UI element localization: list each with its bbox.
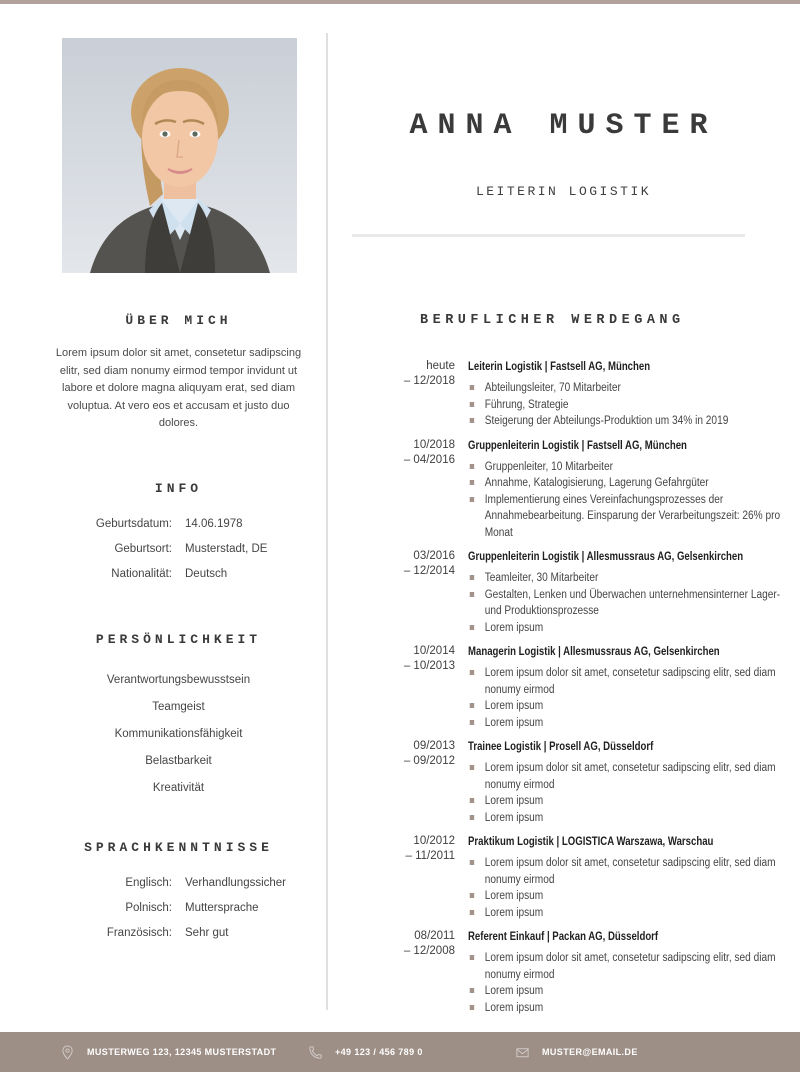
sidebar bbox=[50, 313, 307, 951]
about-text: Lorem ipsum dolor sit amet, consetetur sadipscing elitr, sed diam nonumy eirmod tempor invidunt ut labore et dolore magna aliquyam erat, sed diam voluptua. At vero eos et accusam et justo duo dolores. bbox=[55, 347, 302, 429]
square-bullet-icon bbox=[470, 955, 474, 960]
entry-dates bbox=[327, 834, 455, 921]
phone-icon bbox=[308, 1045, 323, 1060]
bullet-text: Lorem ipsum dolor sit amet, consetetur sadipscing elitr, sed diam nonumy eirmod bbox=[484, 667, 776, 696]
entry-bullets bbox=[468, 665, 780, 731]
info-row bbox=[50, 542, 307, 557]
bullet-item bbox=[468, 413, 780, 430]
entry-date-end: heute bbox=[426, 360, 455, 372]
bullet-item bbox=[468, 855, 780, 888]
entry-bullets bbox=[468, 459, 780, 542]
language-row bbox=[50, 926, 307, 941]
bullet-text: Annahme, Katalogisierung, Lagerung Gefahrgüter bbox=[484, 477, 709, 489]
language-label: Polnisch: bbox=[125, 901, 172, 914]
personality-item: Verantwortungsbewusstsein bbox=[106, 673, 251, 686]
person-name: ANNA MUSTER bbox=[409, 109, 718, 143]
square-bullet-icon bbox=[470, 497, 474, 502]
personality-item: Teamgeist bbox=[152, 700, 205, 713]
entry-date-start: – 09/2012 bbox=[403, 755, 455, 767]
footer-address bbox=[60, 1032, 286, 1072]
header bbox=[327, 0, 800, 237]
bullet-item bbox=[468, 905, 780, 922]
footer-address-text: MUSTERWEG 123, 12345 MUSTERSTADT bbox=[87, 1046, 277, 1058]
info-section bbox=[50, 481, 307, 582]
language-label: Französisch: bbox=[106, 926, 172, 939]
bullet-item bbox=[468, 760, 780, 793]
info-value: Musterstadt, DE bbox=[185, 542, 268, 555]
entry-body bbox=[468, 834, 798, 921]
info-label: Geburtsdatum: bbox=[95, 517, 172, 530]
footer-email bbox=[515, 1032, 643, 1072]
language-row bbox=[50, 901, 307, 916]
info-list bbox=[50, 517, 307, 582]
bullet-text: Lorem ipsum bbox=[484, 890, 544, 902]
bullet-text: Abteilungsleiter, 70 Mitarbeiter bbox=[484, 382, 621, 394]
entry-date-end: 10/2018 bbox=[413, 438, 455, 451]
career-entry bbox=[327, 644, 800, 731]
footer-phone-text: +49 123 / 456 789 0 bbox=[335, 1046, 423, 1058]
square-bullet-icon bbox=[470, 988, 474, 993]
personality-item: Kreativität bbox=[152, 781, 205, 794]
career-entry bbox=[327, 359, 800, 430]
entry-title: Managerin Logistik | Allesmussraus AG, Gelsenkirchen bbox=[468, 644, 720, 658]
envelope-icon bbox=[515, 1045, 530, 1060]
bullet-item bbox=[468, 698, 780, 715]
square-bullet-icon bbox=[470, 575, 474, 580]
personality-section bbox=[50, 632, 307, 796]
entry-date-end: 08/2011 bbox=[414, 930, 455, 942]
bullet-text: Gestalten, Lenken und Überwachen unternehmensinterner Lager- und Produktionsprozesse bbox=[484, 588, 781, 617]
info-heading: INFO bbox=[154, 480, 203, 496]
bullet-item bbox=[468, 888, 780, 905]
bullet-text: Gruppenleiter, 10 Mitarbeiter bbox=[484, 460, 613, 473]
personality-item: Kommunikationsfähigkeit bbox=[114, 727, 243, 740]
bullet-text: Lorem ipsum bbox=[484, 716, 544, 729]
contact-footer bbox=[0, 1032, 800, 1072]
square-bullet-icon bbox=[470, 893, 474, 898]
bullet-item bbox=[468, 587, 780, 620]
language-row bbox=[50, 876, 307, 891]
entry-body bbox=[468, 739, 798, 826]
bullet-item bbox=[468, 492, 780, 542]
languages-list bbox=[50, 876, 307, 941]
personality-item: Belastbarkeit bbox=[145, 754, 212, 767]
square-bullet-icon bbox=[470, 720, 474, 725]
bullet-text: Lorem ipsum dolor sit amet, consetetur sadipscing elitr, sed diam nonumy eirmod bbox=[484, 762, 776, 791]
career-entry bbox=[327, 549, 800, 636]
entry-title: Gruppenleiterin Logistik | Fastsell AG, München bbox=[468, 437, 687, 452]
entry-date-end: 10/2012 bbox=[413, 835, 455, 847]
info-label: Geburtsort: bbox=[114, 542, 172, 555]
language-value: Sehr gut bbox=[185, 926, 229, 939]
bullet-item bbox=[468, 793, 780, 810]
profile-photo bbox=[62, 38, 297, 273]
career-entry bbox=[327, 834, 800, 921]
entry-dates bbox=[327, 438, 455, 542]
languages-heading: SPRACHKENNTNISSE bbox=[84, 839, 273, 855]
entry-date-end: 03/2016 bbox=[413, 550, 455, 562]
square-bullet-icon bbox=[470, 402, 474, 407]
bullet-item bbox=[468, 1000, 780, 1017]
entry-date-start: – 12/2014 bbox=[403, 565, 455, 577]
square-bullet-icon bbox=[470, 625, 474, 630]
bullet-item bbox=[468, 475, 780, 492]
square-bullet-icon bbox=[470, 798, 474, 803]
bullet-text: Lorem ipsum bbox=[484, 811, 544, 824]
square-bullet-icon bbox=[470, 464, 474, 469]
entry-date-start: – 12/2008 bbox=[403, 945, 455, 957]
square-bullet-icon bbox=[470, 860, 474, 865]
entry-date-end: 10/2014 bbox=[413, 645, 455, 657]
bullet-text: Teamleiter, 30 Mitarbeiter bbox=[484, 572, 599, 584]
footer-phone bbox=[308, 1032, 427, 1072]
entry-dates bbox=[327, 359, 455, 430]
entry-bullets bbox=[468, 570, 780, 636]
bullet-item bbox=[468, 397, 780, 414]
location-pin-icon bbox=[60, 1045, 75, 1060]
bullet-item bbox=[468, 950, 780, 983]
career-entries bbox=[327, 359, 800, 1016]
language-value: Verhandlungssicher bbox=[185, 876, 287, 889]
entry-bullets bbox=[468, 760, 780, 826]
entry-body bbox=[468, 359, 798, 430]
info-value: 14.06.1978 bbox=[185, 517, 243, 530]
square-bullet-icon bbox=[470, 765, 474, 770]
footer-email-text: MUSTER@EMAIL.DE bbox=[542, 1046, 638, 1058]
header-divider bbox=[352, 234, 745, 237]
entry-bullets bbox=[468, 380, 780, 430]
square-bullet-icon bbox=[470, 480, 474, 485]
entry-date-end: 09/2013 bbox=[413, 740, 455, 752]
entry-title: Trainee Logistik | Prosell AG, Düsseldorf bbox=[468, 739, 654, 753]
entry-bullets bbox=[468, 855, 780, 921]
bullet-item bbox=[468, 810, 780, 827]
bullet-item bbox=[468, 665, 780, 698]
bullet-text: Lorem ipsum bbox=[484, 906, 544, 919]
career-heading: BERUFLICHER WERDEGANG bbox=[420, 313, 685, 328]
entry-dates bbox=[327, 929, 455, 1016]
bullet-text: Lorem ipsum dolor sit amet, consetetur sadipscing elitr, sed diam nonumy eirmod bbox=[484, 857, 776, 886]
bullet-text: Lorem ipsum bbox=[484, 621, 544, 634]
language-value: Muttersprache bbox=[185, 901, 259, 914]
bullet-item bbox=[468, 459, 780, 476]
entry-body bbox=[468, 929, 798, 1016]
square-bullet-icon bbox=[470, 910, 474, 915]
career-entry bbox=[327, 739, 800, 826]
entry-body bbox=[468, 438, 798, 542]
career-section bbox=[327, 313, 800, 1024]
bullet-item bbox=[468, 620, 780, 637]
entry-dates bbox=[327, 644, 455, 731]
entry-date-start: – 10/2013 bbox=[403, 660, 455, 672]
career-entry bbox=[327, 438, 800, 542]
bullet-text: Steigerung der Abteilungs-Produktion um 34% in 2019 bbox=[484, 415, 729, 427]
bullet-item bbox=[468, 983, 780, 1000]
info-label: Nationalität: bbox=[111, 567, 172, 580]
entry-title: Leiterin Logistik | Fastsell AG, München bbox=[468, 359, 651, 373]
personality-list bbox=[50, 672, 307, 796]
bullet-item bbox=[468, 715, 780, 732]
square-bullet-icon bbox=[470, 815, 474, 820]
bullet-text: Führung, Strategie bbox=[484, 398, 569, 411]
career-entry bbox=[327, 929, 800, 1016]
info-row bbox=[50, 517, 307, 532]
square-bullet-icon bbox=[470, 703, 474, 708]
bullet-text: Lorem ipsum dolor sit amet, consetetur sadipscing elitr, sed diam nonumy eirmod bbox=[484, 952, 776, 981]
entry-title: Gruppenleiterin Logistik | Allesmussraus AG, Gelsenkirchen bbox=[468, 549, 744, 563]
person-job-title: LEITERIN LOGISTIK bbox=[475, 184, 652, 199]
entry-body bbox=[468, 644, 798, 731]
bullet-text: Lorem ipsum bbox=[484, 1001, 544, 1014]
square-bullet-icon bbox=[470, 592, 474, 597]
entry-date-start: – 11/2011 bbox=[405, 850, 455, 862]
language-label: Englisch: bbox=[125, 876, 172, 889]
info-row bbox=[50, 567, 307, 582]
square-bullet-icon bbox=[470, 385, 474, 390]
entry-bullets bbox=[468, 950, 780, 1016]
portrait-illustration bbox=[62, 38, 297, 273]
bullet-item bbox=[468, 380, 780, 397]
square-bullet-icon bbox=[470, 670, 474, 675]
square-bullet-icon bbox=[470, 418, 474, 423]
bullet-text: Implementierung eines Vereinfachungsprozesses der Annahmebearbeitung. Einsparung der Verarbeitungszeit: 26% pro Monat bbox=[484, 493, 781, 539]
bullet-item bbox=[468, 570, 780, 587]
entry-title: Referent Einkauf | Packan AG, Düsseldorf bbox=[468, 929, 659, 943]
personality-heading: PERSÖNLICHKEIT bbox=[95, 631, 262, 647]
about-heading: ÜBER MICH bbox=[125, 313, 232, 328]
square-bullet-icon bbox=[470, 1005, 474, 1010]
entry-dates bbox=[327, 739, 455, 826]
info-value: Deutsch bbox=[185, 567, 228, 580]
bullet-text: Lorem ipsum bbox=[484, 700, 544, 712]
languages-section bbox=[50, 840, 307, 941]
entry-date-start: – 04/2016 bbox=[403, 453, 455, 466]
bullet-text: Lorem ipsum bbox=[484, 985, 544, 997]
entry-dates bbox=[327, 549, 455, 636]
entry-body bbox=[468, 549, 798, 636]
entry-title: Praktikum Logistik | LOGISTICA Warszawa, Warschau bbox=[468, 834, 714, 848]
entry-date-start: – 12/2018 bbox=[403, 375, 455, 387]
bullet-text: Lorem ipsum bbox=[484, 795, 544, 807]
